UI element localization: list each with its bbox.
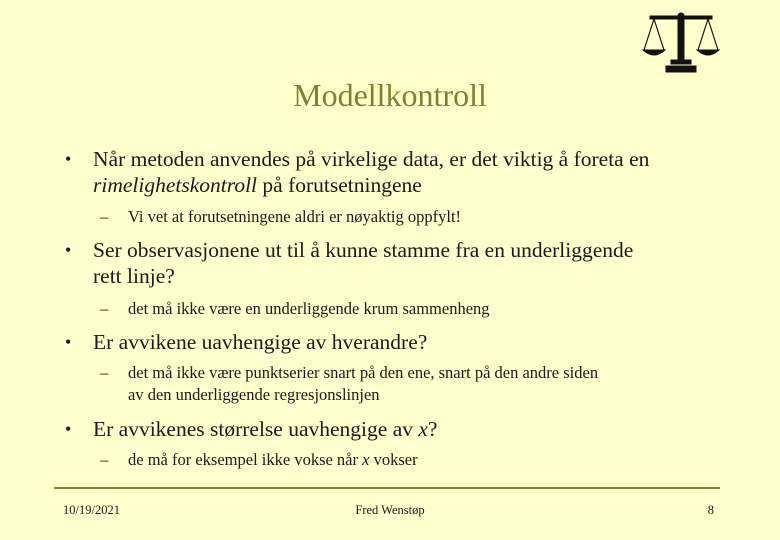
sub-bullet-item bbox=[100, 298, 718, 320]
sub-bullet-item bbox=[100, 449, 718, 471]
bullet-dot-icon: • bbox=[65, 332, 72, 352]
slide-title: Modellkontroll bbox=[293, 77, 487, 113]
sub-bullet-fragment: de må for eksempel ikke vokse når bbox=[128, 450, 363, 469]
footer-author: Fred Wenstøp bbox=[355, 503, 425, 517]
footer-divider bbox=[54, 487, 720, 489]
bullet-text-fragment: ? bbox=[427, 417, 438, 441]
variable-x: x bbox=[362, 450, 370, 469]
bullet-text-line: Når metoden anvendes på virkelige data, er det viktig å foreta en bbox=[93, 147, 650, 171]
bullet-item bbox=[65, 237, 733, 289]
dash-icon: – bbox=[100, 207, 109, 226]
emphasis-term: rimelighetskontroll bbox=[93, 173, 258, 197]
page-number: 8 bbox=[707, 503, 714, 517]
sub-bullet-item bbox=[100, 362, 718, 406]
bullet-dot-icon: • bbox=[65, 419, 72, 439]
bullet-dot-icon: • bbox=[65, 149, 72, 169]
bullet-text-line: rett linje? bbox=[93, 264, 175, 288]
balance-scale-icon bbox=[642, 10, 720, 76]
bullet-text-line bbox=[93, 172, 733, 198]
bullet-item bbox=[65, 329, 733, 355]
bullet-dot-icon: • bbox=[65, 240, 72, 260]
footer-date: 10/19/2021 bbox=[63, 503, 120, 517]
bullet-item bbox=[65, 146, 733, 198]
variable-x: x bbox=[418, 417, 428, 441]
sub-bullet-text: det må ikke være punktserier snart på den ene, snart på den andre siden bbox=[128, 363, 599, 382]
bullet-text-line: Ser observasjonene ut til å kunne stamme fra en underliggende bbox=[93, 238, 634, 262]
bullet-text-fragment: Er avvikenes størrelse uavhengige av bbox=[93, 417, 419, 441]
bullet-text-line bbox=[93, 416, 733, 442]
sub-bullet-text bbox=[128, 449, 718, 471]
bullet-text-fragment: på forutsetningene bbox=[257, 173, 422, 197]
sub-bullet-text: det må ikke være en underliggende krum sammenheng bbox=[128, 299, 490, 318]
bullet-text-line: Er avvikene uavhengige av hverandre? bbox=[93, 330, 428, 354]
dash-icon: – bbox=[100, 299, 109, 318]
sub-bullet-text: Vi vet at forutsetningene aldri er nøyaktig oppfylt! bbox=[128, 207, 462, 226]
sub-bullet-fragment: vokser bbox=[369, 450, 418, 469]
dash-icon: – bbox=[100, 363, 109, 382]
sub-bullet-text: av den underliggende regresjonslinjen bbox=[128, 385, 380, 404]
sub-bullet-item bbox=[100, 206, 718, 228]
bullet-item bbox=[65, 416, 733, 442]
dash-icon: – bbox=[100, 450, 109, 469]
